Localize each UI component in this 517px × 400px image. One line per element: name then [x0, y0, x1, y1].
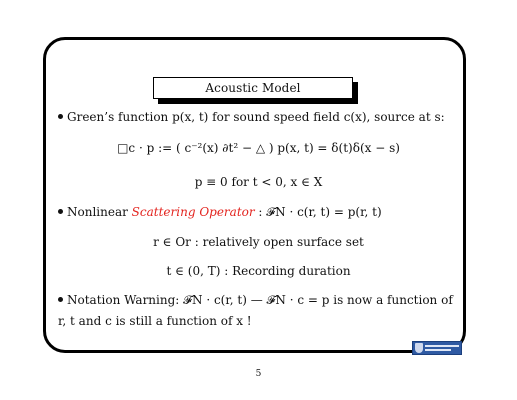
equation-causality: p ≡ 0 for t < 0, x ∈ X: [194, 175, 323, 189]
bullet-notation-warning: [58, 293, 453, 307]
university-logo-icon: [412, 341, 462, 355]
scattering-operator-highlight: Scattering Operator: [131, 205, 255, 219]
bullet-greens-function-text: Green’s function p(x, t) for sound speed field c(x), source at s:: [67, 110, 445, 124]
equation-surface-set: r ∈ Or : relatively open surface set: [153, 235, 364, 249]
equation-wave-operator: □c · p := ( c⁻²(x) ∂t² − △ ) p(x, t) = δ(t)δ(x − s): [117, 141, 400, 155]
bullet-dot-icon: [58, 209, 63, 214]
equation-recording-duration: t ∈ (0, T) : Recording duration: [166, 264, 351, 278]
bullet-notation-warning-text: Notation Warning: 𝓕N · c(r, t) — 𝓕N · c = p is now a function of: [67, 293, 453, 307]
slide-title-box: [153, 77, 353, 99]
bullet-dot-icon: [58, 114, 63, 119]
slide-title: Acoustic Model: [153, 77, 353, 99]
bullet-scattering-operator: [58, 205, 382, 219]
bullet-scattering-prefix: Nonlinear: [67, 205, 132, 219]
bullet-notation-warning-continued: r, t and c is still a function of x !: [58, 314, 252, 328]
bullet-scattering-suffix: : 𝓕N · c(r, t) = p(r, t): [254, 205, 382, 219]
bullet-dot-icon: [58, 297, 63, 302]
page-number: 5: [255, 369, 262, 379]
bullet-greens-function: [58, 110, 445, 124]
crest-icon: [415, 343, 423, 353]
logo-wordmark: [425, 345, 459, 351]
